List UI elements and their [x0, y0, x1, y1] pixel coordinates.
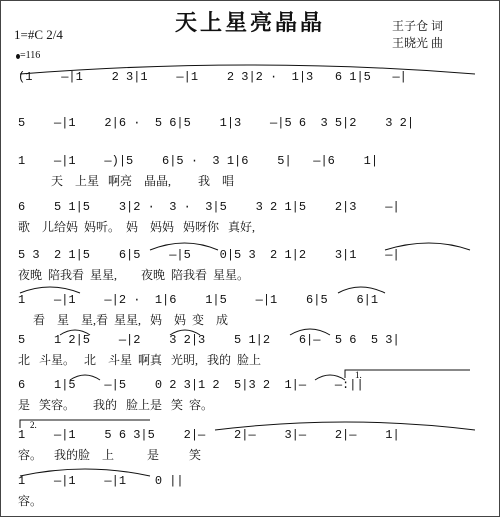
slur-marks — [0, 464, 500, 514]
lyric-line: 是 笑容。 我的 脸上是 笑 容。 — [18, 398, 214, 412]
lyric-line: 夜晚 陪我看 星星, 夜晚 陪我看 星星。 — [18, 268, 250, 282]
lyric-line: 天 上星 啊亮 晶晶, 我 唱 — [18, 174, 235, 188]
notation-line: 1 —|1 —|1 0 || — [18, 474, 184, 488]
score-system-5 — [0, 238, 500, 288]
notation-line: 1 —|1 5 6 3|5 2|— 2|— 3|— 2|— 1| — [18, 428, 400, 442]
score-system-1 — [0, 60, 500, 110]
score-system-9 — [0, 418, 500, 468]
lyricist-credit: 王子仓 词 — [392, 19, 444, 33]
notation-line: 5 3 2 1|5 6|5 —|5 0|5 3 2 1|2 3|1 —| — [18, 248, 400, 262]
notation-line: 1 —|1 —|2 · 1|6 1|5 —|1 6|5 6|1 — [18, 293, 379, 307]
notation-line: 1 —|1 —)|5 6|5 · 3 1|6 5| —|6 1| — [18, 154, 379, 168]
lyric-line: 容。 我的脸 上 是 笑 — [18, 448, 202, 462]
notation-line: 5 —|1 2|6 · 5 6|5 1|3 —|5 6 3 5|2 3 2| — [18, 116, 415, 130]
score-system-10 — [0, 464, 500, 514]
notation-line: 6 5 1|5 3|2 · 3 · 3|5 3 2 1|5 2|3 —| — [18, 200, 400, 214]
lyric-line: 看 星 星,看 星星, 妈 妈 变 成 — [18, 313, 229, 327]
score-system-7 — [0, 323, 500, 373]
svg-text:2.: 2. — [30, 420, 37, 430]
score-system-8 — [0, 368, 500, 418]
notation-line: 6 1|5 —|5 0 2 3|1 2 5|3 2 1|— —:|| — [18, 378, 364, 392]
key-signature: 1=#C 2/4 — [14, 27, 63, 42]
lyric-line: 歌 儿给妈 妈听。 妈 妈妈 妈呀你 真好, — [18, 220, 256, 234]
lyric-line: 北 斗星。 北 斗星 啊真 光明, 我的 脸上 — [18, 353, 262, 367]
lyric-line: 容。 — [18, 494, 43, 508]
credits — [392, 18, 443, 52]
score-system-3 — [0, 144, 500, 194]
tempo-value: =116 — [20, 50, 41, 61]
slur-marks — [0, 60, 500, 110]
composer-credit: 王晓光 曲 — [392, 36, 444, 50]
svg-text:1.: 1. — [355, 370, 362, 380]
score-system-4 — [0, 190, 500, 240]
notation-line: 5 1 2|5 —|2 3 2|3 5 1|2 6|— 5 6 5 3| — [18, 333, 400, 347]
song-title: 天上星亮晶晶 — [174, 10, 325, 35]
notation-line: (1 —|1 2 3|1 —|1 2 3|2 · 1|3 6 1|5 —| — [18, 70, 407, 84]
